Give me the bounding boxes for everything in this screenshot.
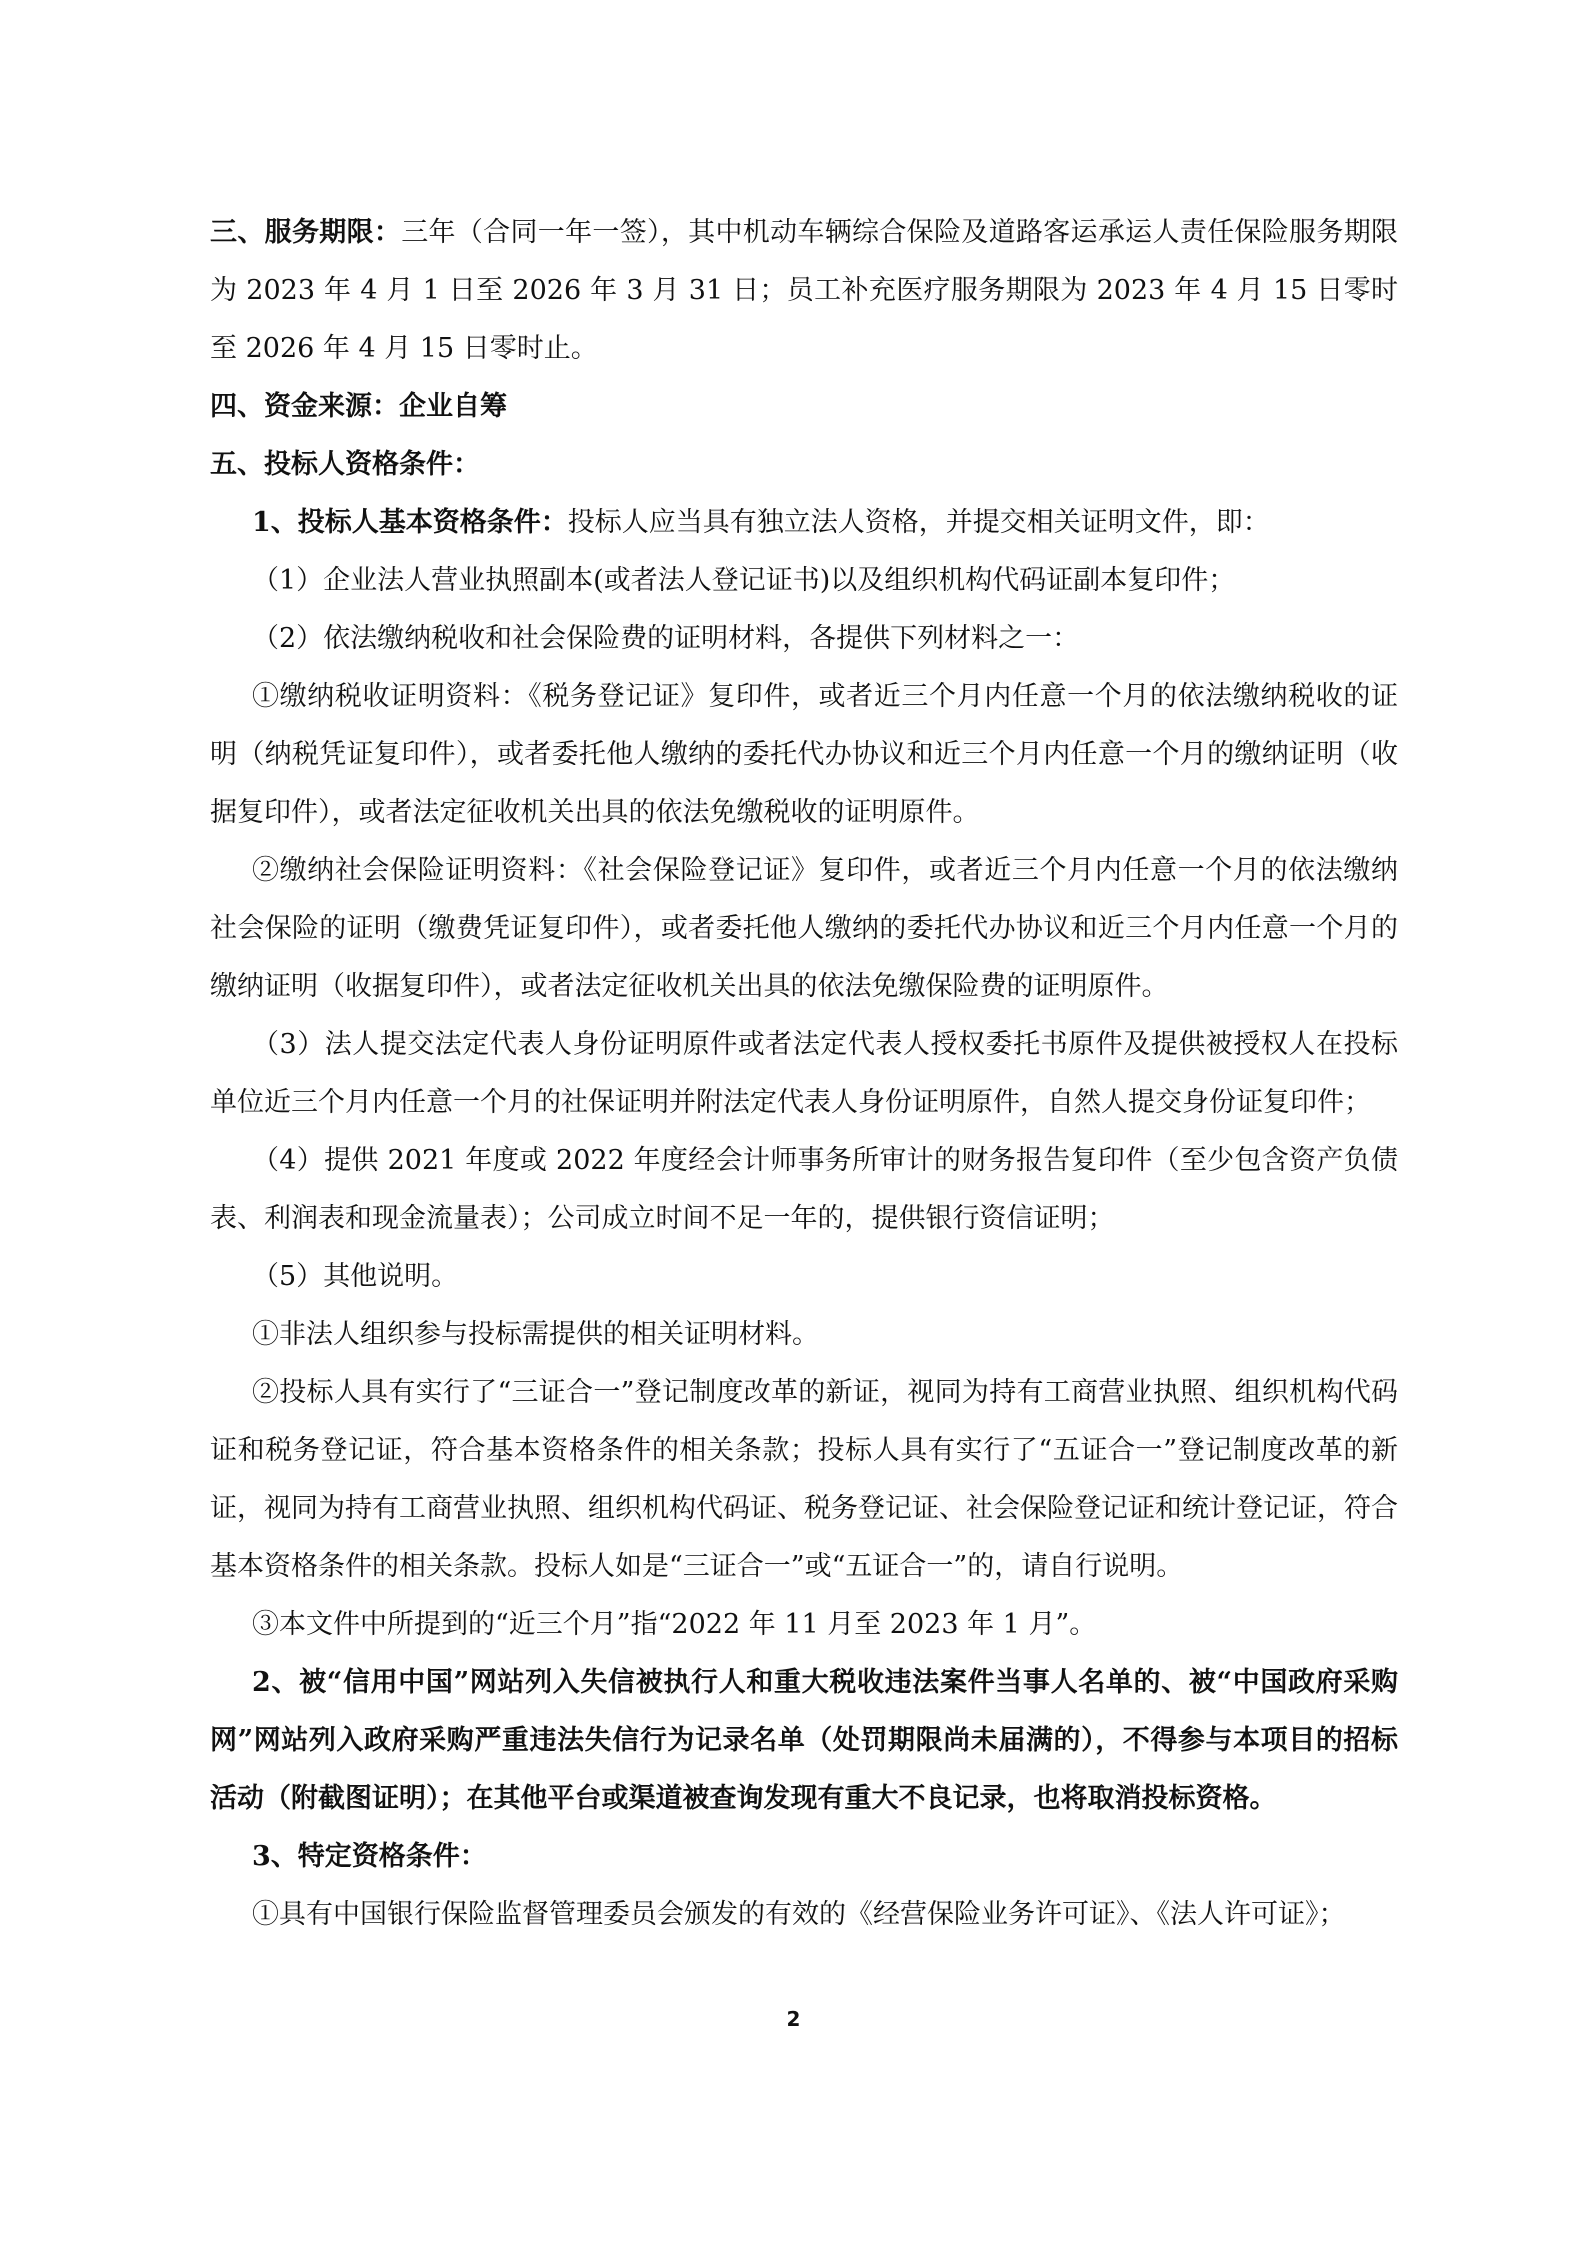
- condition-1-item-2a: ①缴纳税收证明资料：《税务登记证》复印件，或者近三个月内任意一个月的依法缴纳税收的证明（纳税凭证复印件），或者委托他人缴纳的委托代办协议和近三个月内任意一个月的缴纳证明（收据复印件），或者法定征收机关出具的依法免缴税收的证明原件。: [210, 681, 1398, 828]
- condition-1-item-2: （2）依法缴纳税收和社会保险费的证明材料，各提供下列材料之一：: [252, 623, 1080, 654]
- condition-1-item-1: （1）企业法人营业执照副本(或者法人登记证书)以及组织机构代码证副本复印件；: [252, 565, 1236, 596]
- condition-1-item-5a: ①非法人组织参与投标需提供的相关证明材料。: [252, 1319, 819, 1350]
- condition-2: 2、被“信用中国”网站列入失信被执行人和重大税收违法案件当事人名单的、被“中国政府采购网”网站列入政府采购严重违法失信行为记录名单（处罚期限尚未届满的），不得参与本项目的招标活动（附截图证明）；在其他平台或渠道被查询发现有重大不良记录，也将取消投标资格。: [210, 1667, 1398, 1814]
- condition-3-heading: 3、特定资格条件：: [252, 1841, 487, 1872]
- document-body: [210, 204, 1398, 1944]
- section-3-heading: 三、服务期限：: [210, 217, 402, 248]
- condition-1-heading: 1、投标人基本资格条件：: [252, 507, 568, 538]
- condition-3-item-1: ①具有中国银行保险监督管理委员会颁发的有效的《经营保险业务许可证》、《法人许可证》；: [252, 1899, 1346, 1930]
- section-3-text: 三年（合同一年一签），其中机动车辆综合保险及道路客运承运人责任保险服务期限为 2023 年 4 月 1 日至 2026 年 3 月 31 日；员工补充医疗服务期限为 2023 年 4 月 15 日零时至 2026 年 4 月 15 日零时止。: [210, 217, 1399, 364]
- condition-1-item-4: （4）提供 2021 年度或 2022 年度经会计师事务所审计的财务报告复印件（至少包含资产负债表、利润表和现金流量表）；公司成立时间不足一年的，提供银行资信证明；: [210, 1145, 1398, 1234]
- condition-1-item-2b: ②缴纳社会保险证明资料：《社会保险登记证》复印件，或者近三个月内任意一个月的依法缴纳社会保险的证明（缴费凭证复印件），或者委托他人缴纳的委托代办协议和近三个月内任意一个月的缴纳证明（收据复印件），或者法定征收机关出具的依法免缴保险费的证明原件。: [210, 855, 1398, 1002]
- page-number: 2: [786, 2007, 801, 2031]
- section-3-service-period: [210, 204, 1398, 378]
- section-5-qualifications: 五、投标人资格条件：: [210, 449, 480, 480]
- condition-1-item-5b: ②投标人具有实行了“三证合一”登记制度改革的新证，视同为持有工商营业执照、组织机构代码证和税务登记证，符合基本资格条件的相关条款；投标人具有实行了“五证合一”登记制度改革的新证，视同为持有工商营业执照、组织机构代码证、税务登记证、社会保险登记证和统计登记证，符合基本资格条件的相关条款。投标人如是“三证合一”或“五证合一”的，请自行说明。: [210, 1377, 1398, 1582]
- condition-1-item-5: （5）其他说明。: [252, 1261, 459, 1292]
- condition-1-text: 投标人应当具有独立法人资格，并提交相关证明文件，即：: [567, 507, 1270, 538]
- section-4-funding: 四、资金来源：企业自筹: [210, 391, 507, 422]
- condition-1-item-3: （3）法人提交法定代表人身份证明原件或者法定代表人授权委托书原件及提供被授权人在投标单位近三个月内任意一个月的社保证明并附法定代表人身份证明原件，自然人提交身份证复印件；: [210, 1029, 1398, 1118]
- condition-1: [210, 494, 1398, 552]
- condition-1-item-5c: ③本文件中所提到的“近三个月”指“2022 年 11 月至 2023 年 1 月”。: [252, 1609, 1097, 1640]
